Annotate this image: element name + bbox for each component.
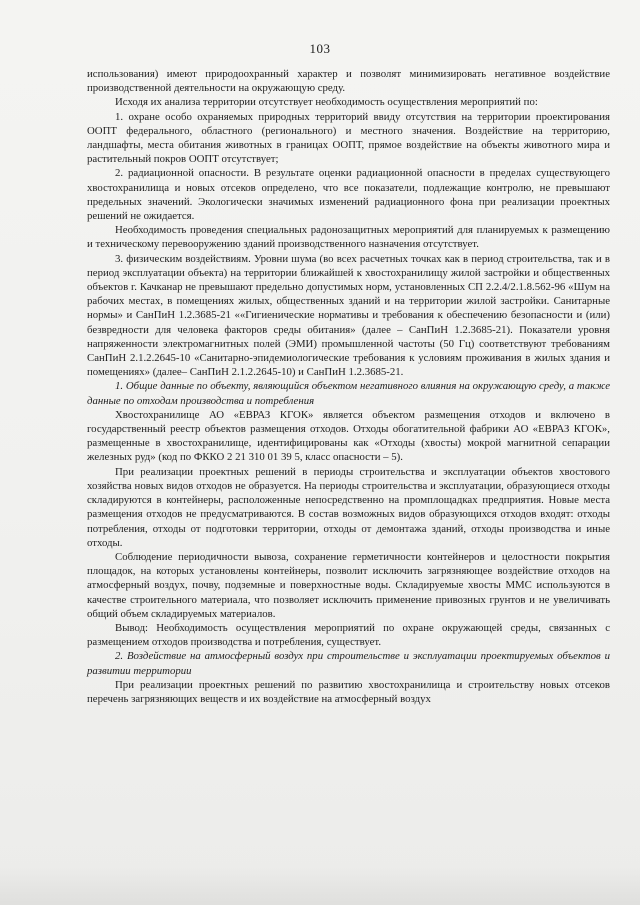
- paragraph-item-oopt: 1. охране особо охраняемых природных территорий ввиду отсутствия на территории проектирования ООПТ федерального, областного (регионального) и местного значения. Воздействие на территорию, ландшафты, места обитания животных в границах ООПТ, прямое воздействие на объекты животного мира и растительный покров ООПТ отсутствует;: [87, 110, 610, 166]
- paragraph-waste-generation: При реализации проектных решений в периоды строительства и эксплуатации объектов хвостового хозяйства новых видов отходов не образуется. На периоды строительства и эксплуатации, образующиеся отходы складируются в контейнеры, расположенные непосредственно на промплощадках предприятия. Новые места размещения отходов не предусматриваются. В состав возможных видов образующихся отходов входят: отходы потребления, отходы от подготовки территории, отходы от демонтажа зданий, отходы производства и иные отходы.: [87, 465, 610, 549]
- scan-shadow: [0, 865, 640, 905]
- paragraph-intro-continuation: использования) имеют природоохранный характер и позволят минимизировать негативное воздействие производственной деятельности на окружающую среду.: [87, 68, 610, 95]
- section-heading-air-impact: 2. Воздействие на атмосферный воздух при строительстве и эксплуатации проектируемых объектов и развитии территории: [87, 650, 610, 677]
- paragraph-tailings-storage: Хвостохранилище АО «ЕВРАЗ КГОК» является объектом размещения отходов и включено в государственный реестр объектов размещения отходов. Отходы обогатительной фабрики АО «ЕВРАЗ КГОК», размещенные в хвостохранилище, идентифицированы как «Отходы (хвосты) мокрой магнитной сепарации железных руд» (код по ФККО 2 21 310 01 39 5, класс опасности – 5).: [87, 408, 610, 464]
- paragraph-radon-measures: Необходимость проведения специальных радонозащитных мероприятий для планируемых к размещению и техническому перевооружению зданий производственного назначения отсутствует.: [87, 224, 610, 251]
- paragraph-analysis-lead: Исходя их анализа территории отсутствует необходимость осуществления мероприятий по:: [115, 96, 538, 109]
- paragraph-item-physical: 3. физическим воздействиям. Уровни шума (во всех расчетных точках как в период строительства, так и в период эксплуатации объекта) на территории ближайшей к хвостохранилищу жилой застройки и общественных объектов г. Качканар не превышают предельно допустимых норм, установленных СП 2.2.4/2.1.8.562-96 «Шум на рабочих местах, в помещениях жилых, общественных зданий и на территории жилой застройки. Санитарные нормы» и СанПиН 1.2.3685-21 ««Гигиенические нормативы и требования к обеспечению безопасности и (или) безвредности для человека факторов среды обитания» (далее – СанПиН 1.2.3685-21). Показатели уровня напряженности электромагнитных полей (ЭМИ) промышленной частоты (50 Гц) соответствуют требованиям СанПиН 2.1.2.2645-10 «Санитарно-эпидемиологические требования к условиям проживания в жилых здания и помещениях» (далее– СанПиН 2.1.2.2645-10) и СанПиН 1.2.3685-21.: [87, 252, 610, 379]
- paragraph-air-impact: При реализации проектных решений по развитию хвостохранилища и строительству новых отсеков перечень загрязняющих веществ и их воздействие на атмосферный воздух: [87, 678, 610, 705]
- page-number: 103: [309, 41, 331, 56]
- paragraph-conclusion: Вывод: Необходимость осуществления мероприятий по охране окружающей среды, связанных с размещением отходов производства и потребления, существует.: [87, 621, 610, 649]
- paragraph-item-radiation: 2. радиационной опасности. В результате оценки радиационной опасности в пределах существующего хвостохранилища и новых отсеков определено, что все показатели, подлежащие контролю, не превышают предельных значений. Экологически значимых изменений радиационного фона при реализации проектных решений не ожидается.: [87, 167, 610, 223]
- section-heading-general-data: 1. Общие данные по объекту, являющийся объектом негативного влияния на окружающую среду, а также данные по отходам производства и потребления: [87, 380, 610, 407]
- paragraph-container-handling: Соблюдение периодичности вывоза, сохранение герметичности контейнеров и целостности покрытия площадок, на которых установлены контейнеры, позволит исключить загрязняющее воздействие отходов на атмосферный воздух, почву, подземные и поверхностные воды. Складируемые хвосты ММС используются в качестве строительного материала, что позволяет исключить применение привозных грунтов и не увеличивать общий объем складируемых материалов.: [87, 550, 610, 620]
- page-body: [87, 67, 610, 706]
